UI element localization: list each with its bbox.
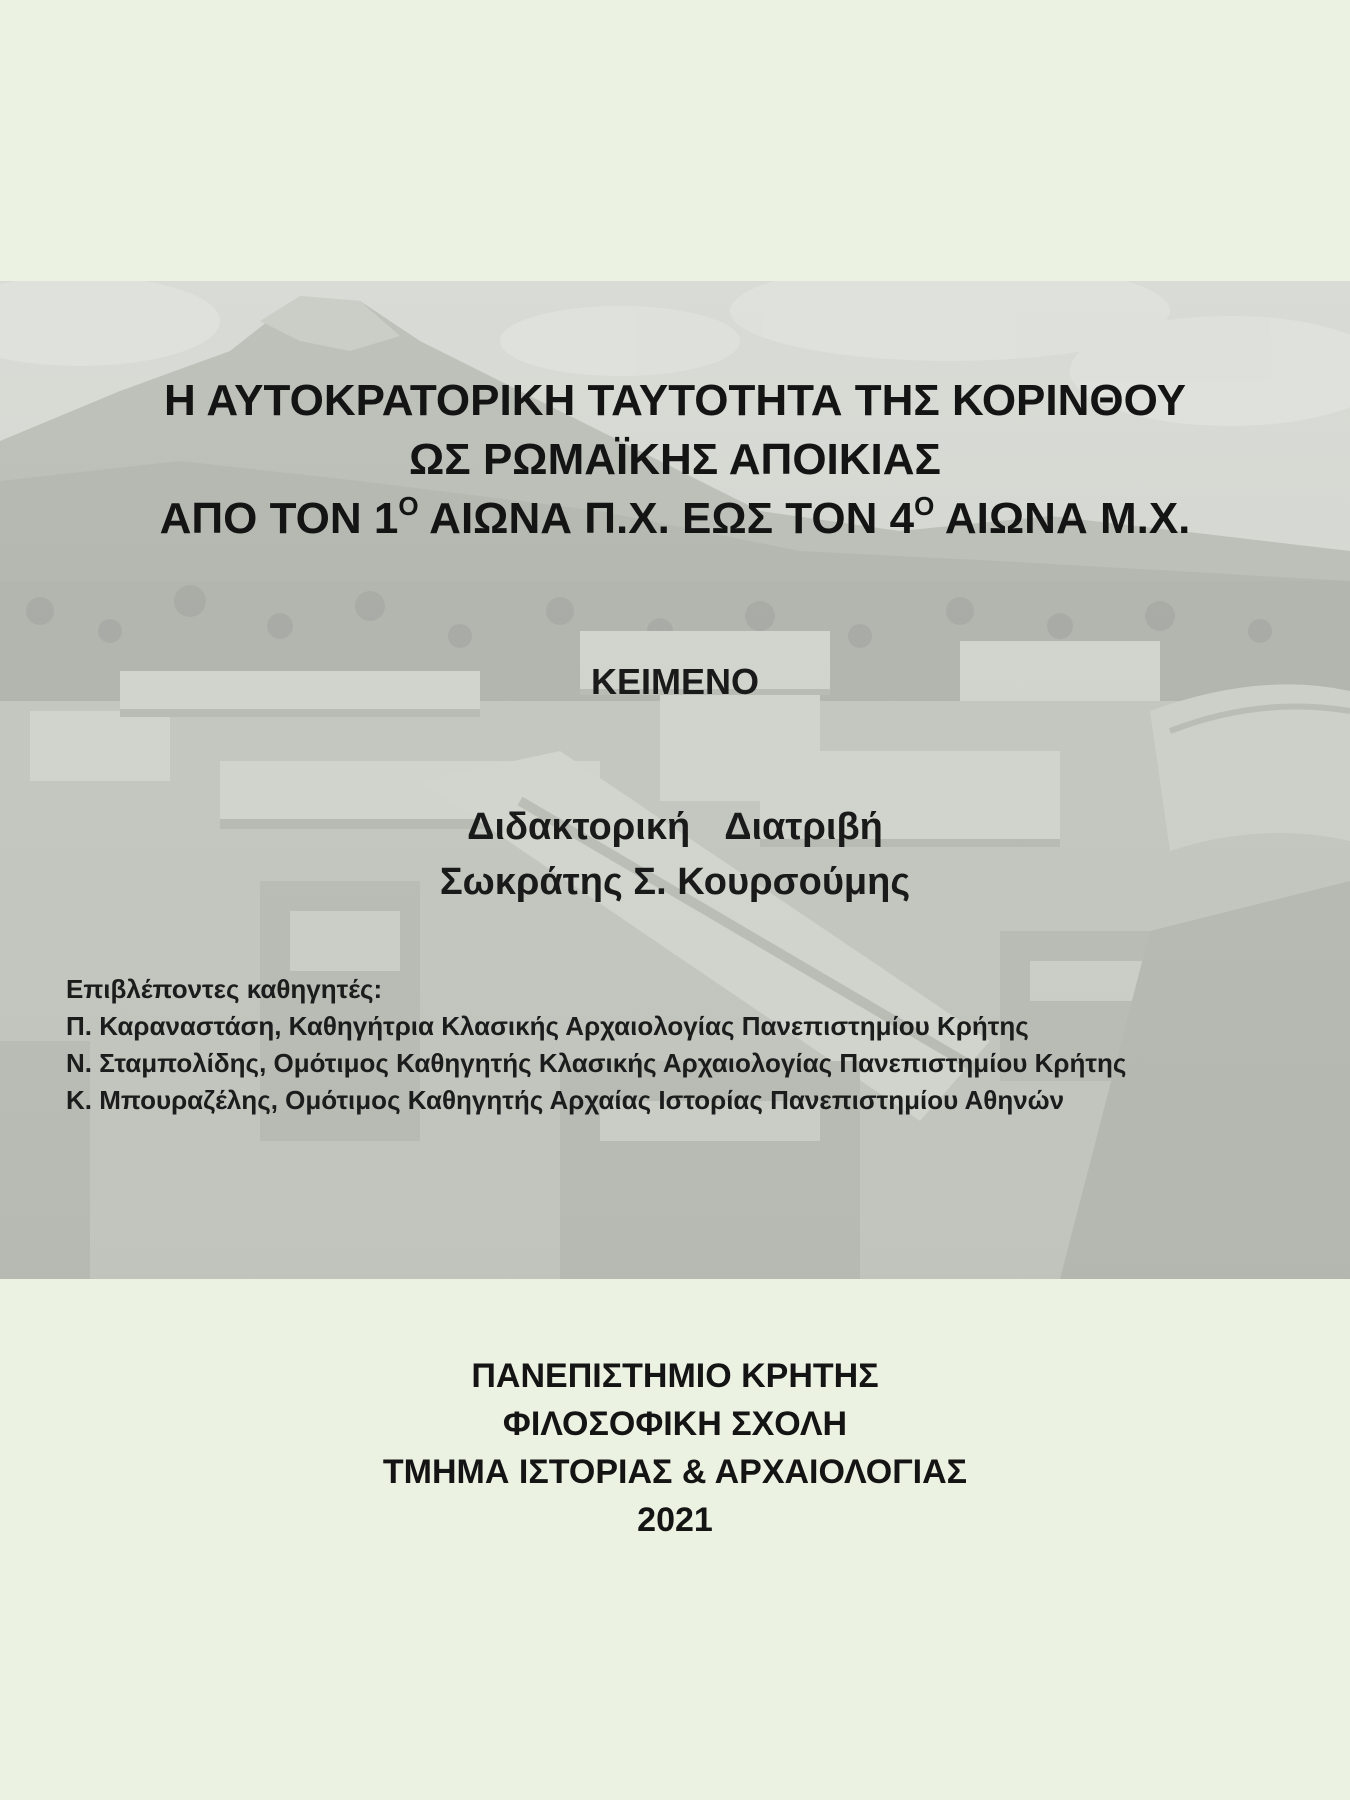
- thesis-type-word-2: Διατριβή: [724, 806, 883, 848]
- supervisor-3: Κ. Μπουραζέλης, Ομότιμος Καθηγητής Αρχαίας Ιστορίας Πανεπιστημίου Αθηνών: [66, 1085, 1065, 1115]
- thesis-info: [0, 800, 1350, 910]
- thesis-type-word-1: Διδακτορική: [467, 806, 691, 848]
- institution-block: [0, 1352, 1350, 1544]
- supervisors-heading: Επιβλέποντες καθηγητές:: [66, 974, 383, 1004]
- department-name: ΤΜΗΜΑ ΙΣΤΟΡΙΑΣ & ΑΡΧΑΙΟΛΟΓΙΑΣ: [382, 1453, 968, 1491]
- volume-label: ΚΕΙΜΕΝΟ: [590, 661, 759, 702]
- school-name: ΦΙΛΟΣΟΦΙΚΗ ΣΧΟΛΗ: [502, 1405, 848, 1443]
- thesis-title: [0, 371, 1350, 548]
- thesis-type: [0, 800, 1350, 855]
- university-name: ΠΑΝΕΠΙΣΤΗΜΙΟ ΚΡΗΤΗΣ: [471, 1357, 879, 1395]
- superscript-ordinal-1: Ο: [398, 491, 419, 521]
- cover-banner: [0, 281, 1350, 1279]
- banner-text: [0, 281, 1350, 1279]
- title-line-1: Η ΑΥΤΟΚΡΑΤΟΡΙΚΗ ΤΑΥΤΟΤΗΤΑ ΤΗΣ ΚΟΡΙΝΘΟΥ: [164, 376, 1186, 425]
- title-line-3: [0, 489, 1350, 548]
- supervisor-1: Π. Καραναστάση, Καθηγήτρια Κλασικής Αρχαιολογίας Πανεπιστημίου Κρήτης: [66, 1011, 1029, 1041]
- title-line-3-part-3: ΑΙΩΝΑ Μ.Χ.: [934, 494, 1191, 543]
- title-line-3-part-2: ΑΙΩΝΑ Π.Χ. ΕΩΣ ΤΟΝ 4: [418, 494, 915, 543]
- thesis-author: Σωκράτης Σ. Κουρσούμης: [439, 861, 911, 903]
- supervisors-block: [66, 971, 1336, 1119]
- superscript-ordinal-2: Ο: [914, 491, 935, 521]
- publication-year: 2021: [637, 1501, 713, 1539]
- supervisor-2: Ν. Σταμπολίδης, Ομότιμος Καθηγητής Κλασικής Αρχαιολογίας Πανεπιστημίου Κρήτης: [66, 1048, 1127, 1078]
- title-line-3-part-1: ΑΠΟ ΤΟΝ 1: [159, 494, 399, 543]
- title-line-2: ΩΣ ΡΩΜΑΪΚΗΣ ΑΠΟΙΚΙΑΣ: [409, 435, 941, 484]
